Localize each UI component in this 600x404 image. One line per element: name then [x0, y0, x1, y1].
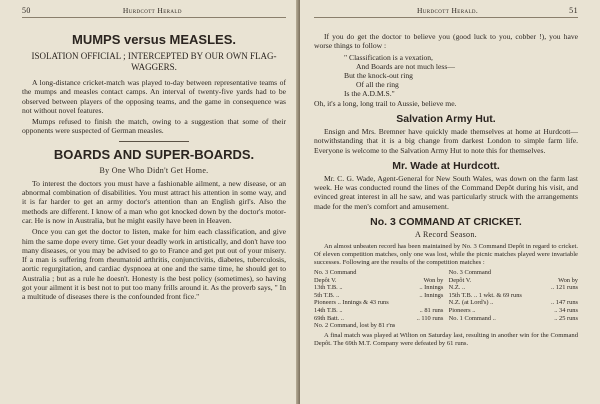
article-title-wade: Mr. Wade at Hurdcott. — [392, 159, 500, 172]
article-paragraph: A long-distance cricket-match was played to-day between representative teams of the mumps and measles contact camps. An interval of twenty-five yards had to be observed between players of the opposing teams, and the game in consequence was not without novel features. — [22, 78, 286, 115]
result-margin: .. 25 runs — [554, 314, 578, 322]
cricket-results-table — [314, 269, 578, 330]
result-opponent: N.Z. (at Lord's) .. — [448, 299, 494, 307]
article-title-cricket: No. 3 COMMAND AT CRICKET. — [370, 215, 522, 228]
result-margin: .. 110 runs — [416, 314, 444, 322]
result-row — [449, 299, 578, 307]
result-opponent: 5th T.B. .. — [314, 291, 340, 299]
result-row — [314, 307, 443, 315]
article-paragraph: To interest the doctors you must have a fashionable ailment, a new disease, or an abnormal combination of disabilities. You must attract his attention in some way, and it is far harder to get an army doctor's attention than an English girl's. Also the methods are different. I know of a man who got knocked down by the doctor's motor-car. He is now in Australia, but he might easily have been in Heaven. — [22, 178, 286, 225]
running-head-title-left: Hurdcott Herald — [122, 6, 182, 15]
article-paragraph: A final match was played at Wilton on Saturday last, resulting in another win for the Command Depôt. The 69th M.T. Company were defeated by 61 runs. — [314, 331, 578, 347]
article-title-salvation: Salvation Army Hut. — [396, 112, 496, 125]
result-row — [449, 284, 578, 292]
result-margin: .. 147 runs — [551, 299, 578, 307]
result-opponent: Pioneers .. Innings & 43 runs — [314, 299, 389, 307]
result-margin: .. Innings — [419, 291, 444, 299]
verse-line: Of all the ring — [356, 80, 399, 90]
verse-line: But the knock-out ring — [344, 71, 413, 80]
results-subheader-right: Won by — [558, 276, 578, 284]
article-subtitle-mumps: ISOLATION OFFICIAL ; INTERCEPTED BY OUR OWN FLAG-WAGGERS. — [31, 51, 277, 72]
result-row — [449, 315, 578, 323]
results-header: No. 3 Command — [448, 268, 492, 276]
article-paragraph: Ensign and Mrs. Bremner have quickly made themselves at home at Hurdcott—notwithstanding that it is a big change from darkest London to simple farm life. Everyone is welcome to the Salvation Army Hut to note this for themselves. — [314, 126, 578, 155]
right-page — [300, 0, 600, 404]
result-opponent: Pioneers .. — [448, 306, 476, 314]
result-margin: .. Innings — [419, 284, 444, 292]
article-paragraph: Once you can get the doctor to listen, make for him each classification, and give him the same dope every time. Get your deadly work in artistically, and don't have too many diseases, or you may be advised to go to France and get put out of your misery. If a man is suffering from rheumatoid arthritis, conjunctivitis, diabetes, tuberculosis, aortic regurgitation, and cardiac dyspnoea at one and the same time, he should get to Australia ; but as a rule he doesn't. Honesty is the best policy (sometimes), so having got your ailment it is best not to put too many frills around it. As the proverb says, " In a multitude of diseases there is the confounded front fice." — [22, 227, 286, 302]
article-byline: By One Who Didn't Get Home. — [99, 165, 209, 175]
running-head-title-right: Hurdcott Herald. — [416, 6, 479, 15]
results-subheader-left: Depôt V. — [314, 276, 337, 284]
result-opponent: No. 2 Command, lost by 81 r'ns — [314, 322, 396, 330]
article-paragraph: Mumps refused to finish the match, owing to a suggestion that some of their opponents were suspected of German measles. — [22, 117, 286, 136]
result-opponent: N.Z. .. — [448, 284, 466, 292]
result-row — [314, 315, 443, 323]
article-title-mumps: MUMPS versus MEASLES. — [72, 32, 236, 47]
results-header: No. 3 Command — [314, 268, 357, 276]
results-subheader — [314, 277, 443, 285]
verse-line: And Boards are not much less— — [356, 61, 455, 71]
article-title-boards: BOARDS AND SUPER-BOARDS. — [53, 146, 255, 162]
result-margin: .. 34 runs — [554, 306, 578, 314]
result-row — [449, 307, 578, 315]
results-subheader-right: Won by — [423, 276, 444, 284]
article-paragraph: An almost unbeaten record has been maintained by No. 3 Command Depôt in regard to cricket. Of eleven competition matches, only one was lost, while the picnic matches played were invariable successes. Following are the results of the competition matches : — [314, 242, 578, 266]
result-margin: .. 121 runs — [551, 284, 578, 292]
result-row — [314, 299, 443, 307]
result-opponent: 13th T.B. .. — [314, 284, 343, 292]
running-header-right — [314, 6, 578, 18]
result-opponent: No. 1 Command .. — [448, 314, 496, 322]
verse-closing-line: Oh, it's a long, long trail to Aussie, believe me. — [314, 98, 457, 108]
results-subheader-left: Depôt V. — [448, 276, 472, 284]
continued-paragraph: If you do get the doctor to believe you (good luck to you, cobber !), you have worse things to follow : — [314, 32, 578, 51]
result-row — [314, 322, 443, 330]
verse-line: " Classification is a vexation, — [344, 52, 433, 62]
result-margin: .. 81 runs — [419, 306, 444, 314]
article-subtitle-cricket: A Record Season. — [415, 229, 477, 239]
results-column-2 — [449, 269, 578, 330]
page-number-left: 50 — [22, 6, 31, 15]
result-opponent: 15th T.B. .. 1 wkt. & 69 runs — [448, 291, 522, 299]
result-row — [314, 292, 443, 300]
results-subheader — [449, 277, 578, 285]
verse-block — [314, 53, 578, 99]
running-header-left — [22, 6, 286, 18]
result-opponent: 69th Batt. .. — [314, 314, 344, 322]
article-paragraph: Mr. C. G. Wade, Agent-General for New South Wales, was down on the farm last week. He was conducted round the lines of the Command Depôt during his visit, and evinced great interest in all he saw, and was particularly struck with the arrangements made for the men's comfort and amusement. — [314, 173, 578, 211]
section-divider — [119, 141, 189, 142]
verse-line: Is the A.D.M.S." — [344, 89, 395, 99]
result-row — [449, 292, 578, 300]
page-number-right: 51 — [569, 6, 578, 15]
result-row — [314, 284, 443, 292]
result-opponent: 14th T.B. .. — [314, 306, 343, 314]
results-column-1 — [314, 269, 443, 330]
